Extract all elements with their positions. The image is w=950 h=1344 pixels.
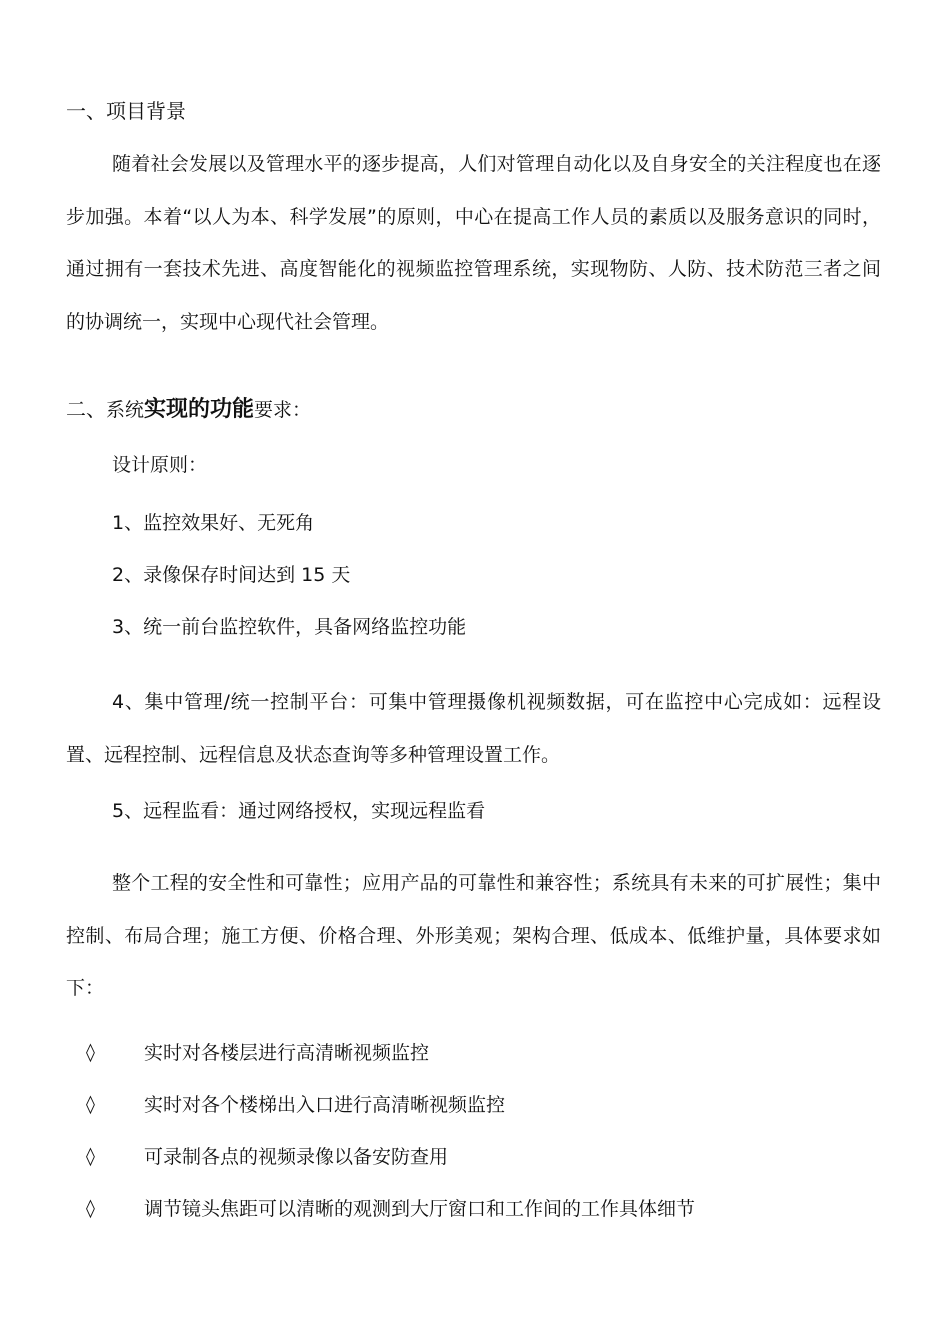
bullet-diamond-icon: ◊	[86, 1094, 95, 1115]
principle-item-5: 5、远程监看：通过网络授权，实现远程监看	[112, 800, 486, 822]
principle-item-1: 1、监控效果好、无死角	[112, 512, 315, 534]
bullet-diamond-icon: ◊	[86, 1198, 95, 1219]
section2-heading-number: 二、	[66, 397, 106, 421]
section1-heading: 一、项目背景	[66, 99, 186, 123]
bullet-item-4: 调节镜头焦距可以清晰的观测到大厅窗口和工作间的工作具体细节	[144, 1198, 696, 1220]
bullet-item-1: 实时对各楼层进行高清晰视频监控	[144, 1042, 430, 1064]
section2-heading	[66, 395, 311, 424]
section2-heading-system: 系统	[106, 399, 145, 421]
section1-paragraph: 随着社会发展以及管理水平的逐步提高，人们对管理自动化以及自身安全的关注程度也在逐步加强。本着“以人为本、科学发展”的原则，中心在提高工作人员的素质以及服务意识的同时，通过拥有一套技术先进、高度智能化的视频监控管理系统，实现物防、人防、技术防范三者之间的协调统一，实现中心现代社会管理。	[66, 153, 881, 333]
bullet-diamond-icon: ◊	[86, 1146, 95, 1167]
principle-item-2: 2、录像保存时间达到 15 天	[112, 564, 351, 586]
principle-item-4: 4、集中管理/统一控制平台：可集中管理摄像机视频数据，可在监控中心完成如：远程设置、远程控制、远程信息及状态查询等多种管理设置工作。	[66, 691, 881, 766]
bullet-item-3: 可录制各点的视频录像以备安防查用	[144, 1146, 449, 1168]
design-principle-label: 设计原则：	[112, 454, 208, 476]
section2-heading-requirement: 要求：	[254, 399, 312, 421]
bullet-item-2: 实时对各个楼梯出入口进行高清晰视频监控	[144, 1094, 506, 1116]
summary-paragraph: 整个工程的安全性和可靠性；应用产品的可靠性和兼容性；系统具有未来的可扩展性；集中控制、布局合理；施工方便、价格合理、外形美观；架构合理、低成本、低维护量，具体要求如下：	[66, 872, 881, 999]
section2-heading-function: 实现的功能	[144, 397, 255, 422]
bullet-diamond-icon: ◊	[86, 1042, 95, 1063]
principle-item-3: 3、统一前台监控软件，具备网络监控功能	[112, 616, 467, 638]
